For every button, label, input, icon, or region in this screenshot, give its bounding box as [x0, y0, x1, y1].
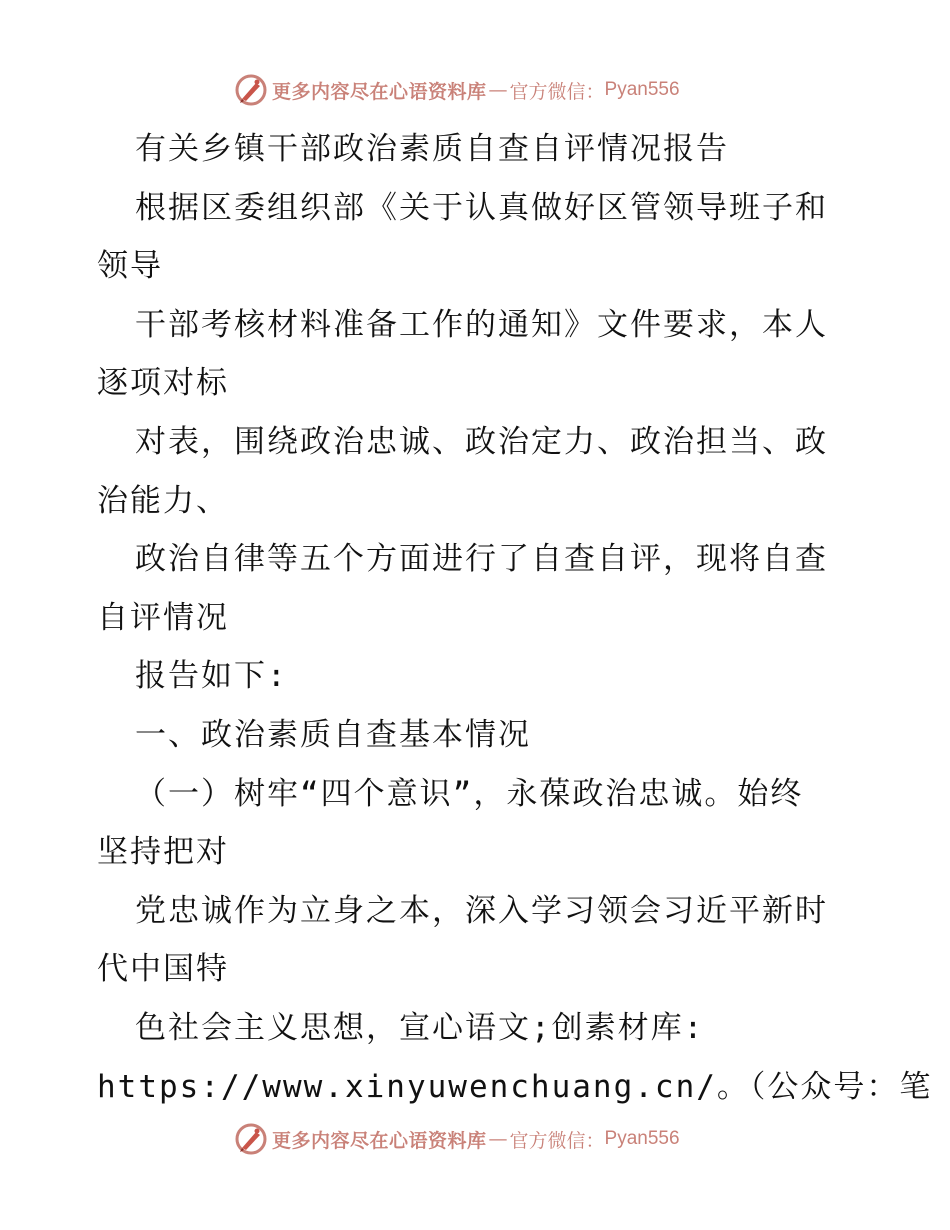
pen-circle-logo-icon [234, 73, 268, 107]
watermark-footer [234, 1122, 680, 1156]
paragraph-line: 政治自律等五个方面进行了自查自评，现将自查 [135, 541, 828, 578]
watermark-separator: — [488, 79, 508, 101]
section-heading: 一、政治素质自查基本情况 [135, 716, 531, 753]
paragraph-line: 色社会主义思想，宣心语文;创素材库: [135, 1009, 705, 1046]
document-body [97, 120, 933, 1116]
paragraph-line: 干部考核材料准备工作的通知》文件要求，本人 [135, 306, 828, 343]
watermark-main-text: 更多内容尽在心语资料库 [272, 1129, 487, 1152]
paragraph-line-url: https://www.xinyuwenchuang.cn/。（公众号：笔 [97, 1068, 933, 1105]
watermark-wechat-id: Pyan556 [604, 1128, 680, 1149]
paragraph-line: 领导 [97, 248, 163, 285]
paragraph-line: 党忠诚作为立身之本，深入学习领会习近平新时 [135, 892, 828, 929]
paragraph-line: 治能力、 [97, 482, 229, 519]
watermark-header [234, 73, 680, 107]
subsection-heading: （一）树牢“四个意识”，永葆政治忠诚。始终 [135, 775, 804, 812]
paragraph-line: 根据区委组织部《关于认真做好区管领导班子和 [135, 189, 828, 226]
paragraph-line: 代中国特 [97, 951, 229, 988]
pen-circle-logo-icon [234, 1122, 268, 1156]
paragraph-line: 报告如下: [135, 658, 288, 695]
paragraph-line: 逐项对标 [97, 365, 229, 402]
paragraph-line: 对表，围绕政治忠诚、政治定力、政治担当、政 [135, 423, 828, 460]
watermark-main-text: 更多内容尽在心语资料库 [272, 80, 487, 103]
watermark-wechat-label: 官方微信： [509, 1129, 605, 1152]
watermark-wechat-id: Pyan556 [604, 79, 680, 100]
paragraph-line: 坚持把对 [97, 834, 229, 871]
document-title: 有关乡镇干部政治素质自查自评情况报告 [135, 131, 729, 167]
watermark-wechat-label: 官方微信： [509, 80, 605, 103]
watermark-separator: — [488, 1128, 508, 1150]
paragraph-line: 自评情况 [97, 599, 229, 636]
